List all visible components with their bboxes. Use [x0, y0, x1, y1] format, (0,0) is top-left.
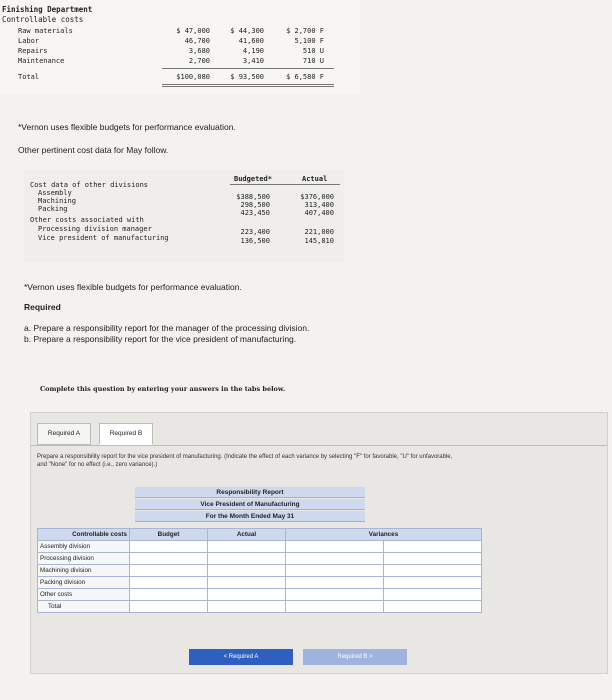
- actual-value: 407,400: [304, 209, 334, 217]
- sum-rule: [162, 68, 334, 69]
- fin-cell: $ 2,700 F: [286, 27, 324, 35]
- finishing-subtitle: Controllable costs: [2, 15, 84, 24]
- budget-input[interactable]: [130, 577, 208, 589]
- actual-total-input[interactable]: [208, 601, 286, 613]
- fin-cell: 46,700: [184, 37, 210, 45]
- fin-row-label: Repairs: [18, 47, 48, 55]
- required-title: Required: [24, 302, 61, 312]
- budget-input[interactable]: [130, 589, 208, 601]
- required-a: a. Prepare a responsibility report for the manager of the processing division.: [24, 323, 310, 333]
- budget-input[interactable]: [130, 541, 208, 553]
- budget-total-input[interactable]: [130, 601, 208, 613]
- actual-input[interactable]: [208, 565, 286, 577]
- variance-select[interactable]: [384, 589, 482, 601]
- variance-total-select[interactable]: [384, 601, 482, 613]
- report-subtitle: Vice President of Manufacturing: [135, 499, 365, 510]
- responsibility-report-table: [37, 528, 482, 613]
- actual-input[interactable]: [208, 553, 286, 565]
- col-actual: Actual: [302, 175, 328, 183]
- fin-cell: 4,190: [242, 47, 264, 55]
- total-rule: [162, 86, 334, 87]
- actual-value: 221,000: [304, 228, 334, 236]
- fin-cell: $100,080: [176, 73, 210, 81]
- fin-cell: 2,700: [188, 57, 210, 65]
- other-heading: Cost data of other divisions: [30, 181, 149, 189]
- tab-required-b[interactable]: Required B: [99, 423, 153, 445]
- col-budget: Budget: [130, 529, 208, 541]
- budgeted-value: 298,500: [240, 201, 270, 209]
- instructions-line-1: Prepare a responsibility report for the vice president of manufacturing. (Indicate the effect of each variance by selecting "F" for favorable, "U" for unfavorable,: [37, 454, 453, 460]
- row-label: Packing division: [38, 577, 130, 589]
- table-row: [38, 601, 482, 613]
- col-variances: Variances: [286, 529, 482, 541]
- instructions-line-2: and "None" for no effect (i.e., zero variance).): [37, 462, 158, 468]
- prev-required-a-button[interactable]: < Required A: [189, 649, 293, 665]
- intro-line-2: Other pertinent cost data for May follow.: [18, 145, 169, 155]
- actual-input[interactable]: [208, 589, 286, 601]
- table-row: [38, 553, 482, 565]
- required-b: b. Prepare a responsibility report for the vice president of manufacturing.: [24, 334, 297, 344]
- division-label: Assembly: [38, 189, 72, 197]
- budgeted-value: $388,500: [236, 193, 270, 201]
- intro-line-1: *Vernon uses flexible budgets for performance evaluation.: [18, 122, 236, 132]
- table-row: [38, 541, 482, 553]
- assoc-heading: Other costs associated with: [30, 216, 144, 224]
- answer-panel: [30, 412, 608, 674]
- fin-cell: 41,600: [238, 37, 264, 45]
- budgeted-value: 136,500: [240, 237, 270, 245]
- fin-row-label: Maintenance: [18, 57, 65, 65]
- fin-row-label: Labor: [18, 37, 40, 45]
- report-period: For the Month Ended May 31: [135, 511, 365, 522]
- actual-input[interactable]: [208, 541, 286, 553]
- table-row: [38, 589, 482, 601]
- division-label: Packing: [38, 205, 68, 213]
- variance-input[interactable]: [286, 541, 384, 553]
- row-label: Processing division: [38, 553, 130, 565]
- actual-value: $376,000: [300, 193, 334, 201]
- header-rule: [230, 184, 340, 185]
- assoc-label: Processing division manager: [38, 225, 152, 233]
- fin-cell: 3,410: [242, 57, 264, 65]
- finishing-department-table: [0, 0, 360, 95]
- tab-divider: [31, 445, 607, 446]
- row-label: Total: [38, 601, 130, 613]
- complete-prompt: Complete this question by entering your answers in the tabs below.: [40, 385, 286, 393]
- next-required-b-button[interactable]: Required B >: [303, 649, 407, 665]
- actual-input[interactable]: [208, 577, 286, 589]
- variance-input[interactable]: [286, 553, 384, 565]
- fin-cell: 710 U: [302, 57, 324, 65]
- fin-cell: 510 U: [302, 47, 324, 55]
- report-title: Responsibility Report: [135, 487, 365, 498]
- fin-row-label: Total: [18, 73, 40, 81]
- budget-input[interactable]: [130, 553, 208, 565]
- table-row: [38, 565, 482, 577]
- other-costs-table: [24, 170, 344, 262]
- instructions: [37, 453, 597, 469]
- fin-cell: $ 6,580 F: [286, 73, 324, 81]
- variance-select[interactable]: [384, 565, 482, 577]
- actual-value: 145,810: [304, 237, 334, 245]
- row-label: Assembly division: [38, 541, 130, 553]
- variance-input[interactable]: [286, 577, 384, 589]
- division-label: Machining: [38, 197, 76, 205]
- tab-required-a[interactable]: Required A: [37, 423, 91, 445]
- col-budgeted: Budgeted*: [234, 175, 272, 183]
- fin-cell: 3,680: [188, 47, 210, 55]
- variance-select[interactable]: [384, 553, 482, 565]
- budget-input[interactable]: [130, 565, 208, 577]
- fin-cell: $ 93,500: [230, 73, 264, 81]
- fin-row-label: Raw materials: [18, 27, 73, 35]
- row-label: Other costs: [38, 589, 130, 601]
- actual-value: 313,400: [304, 201, 334, 209]
- budgeted-value: 423,450: [240, 209, 270, 217]
- table-row: [38, 577, 482, 589]
- variance-input[interactable]: [286, 589, 384, 601]
- fin-cell: $ 47,000: [176, 27, 210, 35]
- variance-total-input[interactable]: [286, 601, 384, 613]
- col-controllable: Controllable costs: [38, 529, 130, 541]
- fin-cell: 5,100 F: [294, 37, 324, 45]
- variance-select[interactable]: [384, 541, 482, 553]
- col-actual: Actual: [208, 529, 286, 541]
- assoc-label: Vice president of manufacturing: [38, 234, 169, 242]
- fin-cell: $ 44,300: [230, 27, 264, 35]
- row-label: Machining division: [38, 565, 130, 577]
- finishing-title: Finishing Department: [2, 5, 93, 14]
- footnote: *Vernon uses flexible budgets for performance evaluation.: [24, 282, 242, 292]
- total-rule: [162, 84, 334, 85]
- budgeted-value: 223,400: [240, 228, 270, 236]
- variance-input[interactable]: [286, 565, 384, 577]
- variance-select[interactable]: [384, 577, 482, 589]
